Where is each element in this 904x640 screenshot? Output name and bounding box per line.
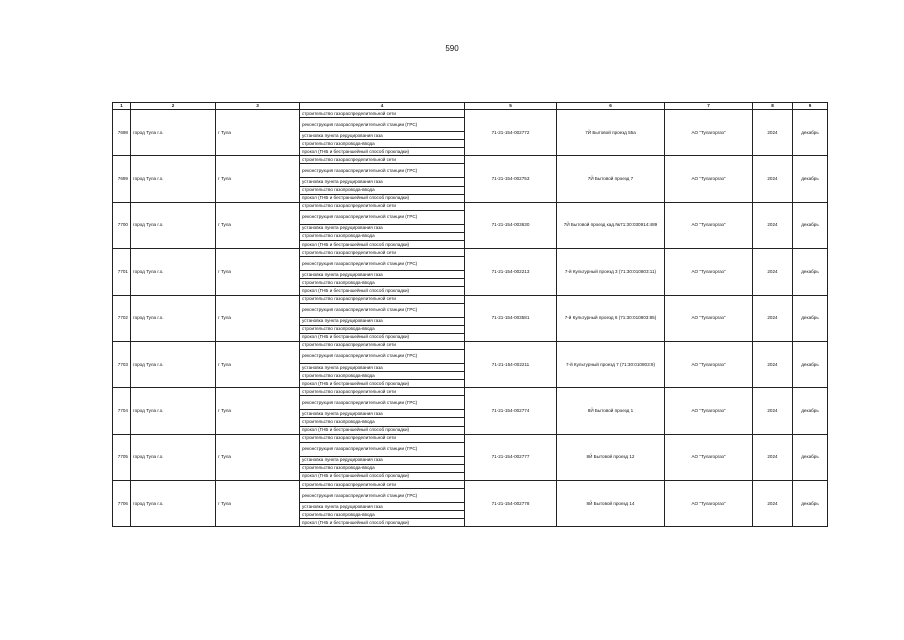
address-cell: 7Й Бытовой проезд 55а (557, 110, 665, 156)
cadastral-number-cell: 71-21-154-002753 (465, 156, 557, 202)
table-row (113, 110, 828, 118)
month-cell: декабрь (793, 341, 828, 387)
header-cell: 6 (557, 103, 665, 110)
organization-cell: АО "Тулагоргаз" (665, 388, 753, 434)
work-type-cell: прокол (ГНБ и бестраншейный способ прокладки) (300, 241, 465, 249)
year-cell: 2024 (753, 341, 793, 387)
year-cell: 2024 (753, 249, 793, 295)
work-type-cell: прокол (ГНБ и бестраншейный способ прокладки) (300, 519, 465, 527)
work-type-cell: строительство газораспределительной сети (300, 249, 465, 257)
work-type-cell: реконструкция газораспределительной станции (ГРС) (300, 118, 465, 132)
organization-cell: АО "Тулагоргаз" (665, 341, 753, 387)
year-cell: 2024 (753, 481, 793, 527)
locality-cell: г Тула (216, 295, 300, 341)
organization-cell: АО "Тулагоргаз" (665, 249, 753, 295)
locality-cell: г Тула (216, 388, 300, 434)
gasification-register-table (112, 102, 828, 527)
municipality-cell: город Тула г.о. (131, 341, 216, 387)
cadastral-number-cell: 71-21-154-002778 (465, 481, 557, 527)
work-type-cell: строительство газораспределительной сети (300, 341, 465, 349)
municipality-cell: город Тула г.о. (131, 388, 216, 434)
municipality-cell: город Тула г.о. (131, 110, 216, 156)
page-number: 590 (445, 44, 459, 53)
cadastral-number-cell: 71-21-154-002777 (465, 434, 557, 480)
row-number: 7701 (113, 249, 131, 295)
work-type-cell: реконструкция газораспределительной станции (ГРС) (300, 257, 465, 271)
locality-cell: г Тула (216, 202, 300, 248)
work-type-cell: строительство газопровода-ввода (300, 279, 465, 287)
work-type-cell: прокол (ГНБ и бестраншейный способ прокладки) (300, 287, 465, 295)
table-row (113, 341, 828, 349)
work-type-cell: строительство газопровода-ввода (300, 140, 465, 148)
month-cell: декабрь (793, 434, 828, 480)
row-number: 7704 (113, 388, 131, 434)
work-type-cell: прокол (ГНБ и бестраншейный способ прокладки) (300, 426, 465, 434)
cadastral-number-cell: 71-21-154-002772 (465, 110, 557, 156)
table-row (113, 249, 828, 257)
organization-cell: АО "Тулагоргаз" (665, 481, 753, 527)
work-type-cell: реконструкция газораспределительной станции (ГРС) (300, 210, 465, 224)
row-number: 7702 (113, 295, 131, 341)
table-row (113, 202, 828, 210)
work-type-cell: установка пункта редуцирования газа (300, 271, 465, 279)
municipality-cell: город Тула г.о. (131, 434, 216, 480)
work-type-cell: строительство газопровода-ввода (300, 418, 465, 426)
work-type-cell: строительство газораспределительной сети (300, 388, 465, 396)
work-type-cell: строительство газораспределительной сети (300, 295, 465, 303)
municipality-cell: город Тула г.о. (131, 156, 216, 202)
header-row (113, 103, 828, 110)
table-row (113, 481, 828, 489)
month-cell: декабрь (793, 388, 828, 434)
register-body (113, 110, 828, 527)
header-cell: 4 (300, 103, 465, 110)
address-cell: 8Й Бытовой проезд 12 (557, 434, 665, 480)
year-cell: 2024 (753, 388, 793, 434)
table-row (113, 434, 828, 442)
work-type-cell: реконструкция газораспределительной станции (ГРС) (300, 396, 465, 410)
work-type-cell: установка пункта редуцирования газа (300, 132, 465, 140)
work-type-cell: строительство газораспределительной сети (300, 481, 465, 489)
month-cell: декабрь (793, 202, 828, 248)
month-cell: декабрь (793, 110, 828, 156)
work-type-cell: установка пункта редуцирования газа (300, 456, 465, 464)
organization-cell: АО "Тулагоргаз" (665, 202, 753, 248)
year-cell: 2024 (753, 110, 793, 156)
locality-cell: г Тула (216, 156, 300, 202)
municipality-cell: город Тула г.о. (131, 481, 216, 527)
work-type-cell: строительство газопровода-ввода (300, 186, 465, 194)
work-type-cell: строительство газопровода-ввода (300, 325, 465, 333)
organization-cell: АО "Тулагоргаз" (665, 110, 753, 156)
address-cell: 8Й Бытовой проезд 1 (557, 388, 665, 434)
address-cell: 8Й Бытовой проезд 14 (557, 481, 665, 527)
locality-cell: г Тула (216, 434, 300, 480)
row-number: 7706 (113, 481, 131, 527)
work-type-cell: установка пункта редуцирования газа (300, 410, 465, 418)
locality-cell: г Тула (216, 249, 300, 295)
work-type-cell: строительство газопровода-ввода (300, 464, 465, 472)
row-number: 7699 (113, 156, 131, 202)
organization-cell: АО "Тулагоргаз" (665, 156, 753, 202)
locality-cell: г Тула (216, 341, 300, 387)
work-type-cell: установка пункта редуцирования газа (300, 317, 465, 325)
year-cell: 2024 (753, 295, 793, 341)
work-type-cell: строительство газопровода-ввода (300, 372, 465, 380)
work-type-cell: строительство газопровода-ввода (300, 232, 465, 240)
cadastral-number-cell: 71-21-154-003581 (465, 295, 557, 341)
organization-cell: АО "Тулагоргаз" (665, 434, 753, 480)
work-type-cell: строительство газопровода-ввода (300, 511, 465, 519)
row-number: 7705 (113, 434, 131, 480)
table-row (113, 388, 828, 396)
address-cell: 7Й Бытовой проезд кад.№71:30:030914:489 (557, 202, 665, 248)
month-cell: декабрь (793, 156, 828, 202)
work-type-cell: установка пункта редуцирования газа (300, 178, 465, 186)
work-type-cell: установка пункта редуцирования газа (300, 224, 465, 232)
work-type-cell: прокол (ГНБ и бестраншейный способ прокладки) (300, 194, 465, 202)
work-type-cell: строительство газораспределительной сети (300, 202, 465, 210)
work-type-cell: прокол (ГНБ и бестраншейный способ прокладки) (300, 148, 465, 156)
address-cell: 7-й Культурный проезд 7 (71:30:010803:9) (557, 341, 665, 387)
month-cell: декабрь (793, 295, 828, 341)
work-type-cell: прокол (ГНБ и бестраншейный способ прокладки) (300, 380, 465, 388)
work-type-cell: реконструкция газораспределительной станции (ГРС) (300, 489, 465, 503)
row-number: 7700 (113, 202, 131, 248)
table-row (113, 156, 828, 164)
row-number: 7703 (113, 341, 131, 387)
locality-cell: г Тула (216, 481, 300, 527)
header-cell: 5 (465, 103, 557, 110)
cadastral-number-cell: 71-21-154-003630 (465, 202, 557, 248)
header-cell: 2 (131, 103, 216, 110)
municipality-cell: город Тула г.о. (131, 202, 216, 248)
municipality-cell: город Тула г.о. (131, 249, 216, 295)
municipality-cell: город Тула г.о. (131, 295, 216, 341)
work-type-cell: прокол (ГНБ и бестраншейный способ прокладки) (300, 472, 465, 480)
table-row (113, 295, 828, 303)
month-cell: декабрь (793, 481, 828, 527)
work-type-cell: реконструкция газораспределительной станции (ГРС) (300, 164, 465, 178)
address-cell: 7Й Бытовой проезд 7 (557, 156, 665, 202)
work-type-cell: установка пункта редуцирования газа (300, 363, 465, 371)
header-cell: 3 (216, 103, 300, 110)
year-cell: 2024 (753, 202, 793, 248)
address-cell: 7-й Культурный проезд 6 (71:30:010803:85) (557, 295, 665, 341)
work-type-cell: строительство газораспределительной сети (300, 110, 465, 118)
work-type-cell: реконструкция газораспределительной станции (ГРС) (300, 349, 465, 363)
month-cell: декабрь (793, 249, 828, 295)
work-type-cell: установка пункта редуцирования газа (300, 503, 465, 511)
header-cell: 1 (113, 103, 131, 110)
work-type-cell: реконструкция газораспределительной станции (ГРС) (300, 303, 465, 317)
work-type-cell: строительство газораспределительной сети (300, 156, 465, 164)
locality-cell: г Тула (216, 110, 300, 156)
cadastral-number-cell: 71-21-154-002213 (465, 249, 557, 295)
work-type-cell: реконструкция газораспределительной станции (ГРС) (300, 442, 465, 456)
header-cell: 7 (665, 103, 753, 110)
organization-cell: АО "Тулагоргаз" (665, 295, 753, 341)
work-type-cell: прокол (ГНБ и бестраншейный способ прокладки) (300, 333, 465, 341)
cadastral-number-cell: 71-21-154-002774 (465, 388, 557, 434)
address-cell: 7-й Культурный проезд 3 (71:30:010803:11) (557, 249, 665, 295)
header-cell: 9 (793, 103, 828, 110)
year-cell: 2024 (753, 434, 793, 480)
cadastral-number-cell: 71-21-154-002211 (465, 341, 557, 387)
header-cell: 8 (753, 103, 793, 110)
work-type-cell: строительство газораспределительной сети (300, 434, 465, 442)
row-number: 7698 (113, 110, 131, 156)
year-cell: 2024 (753, 156, 793, 202)
